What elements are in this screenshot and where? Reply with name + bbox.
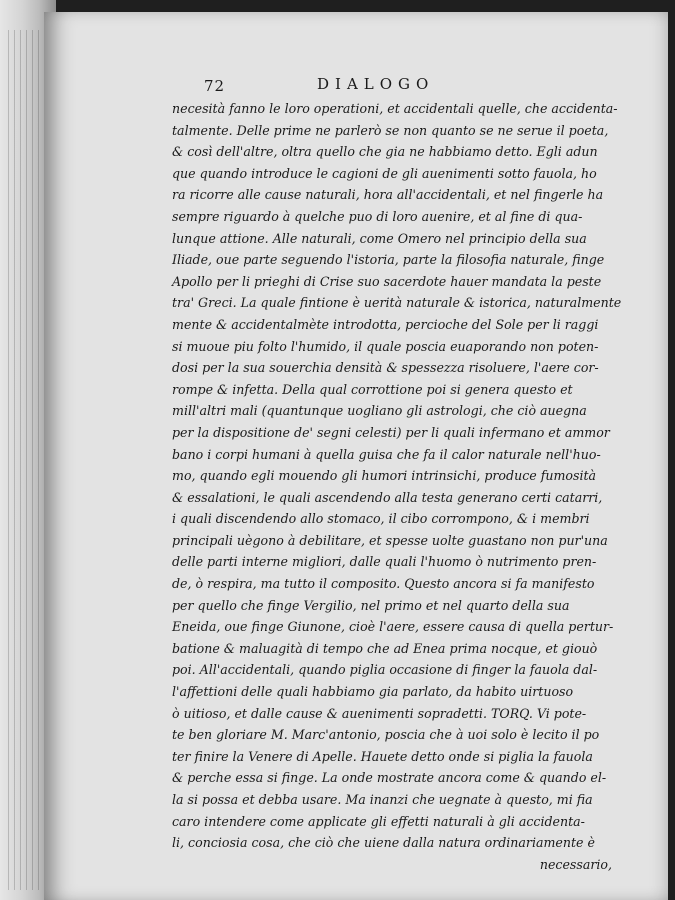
text-line: bano i corpi humani à quella guisa che fa il calor naturale nell'huo-: [172, 446, 601, 462]
text-line: poi. All'accidentali, quando piglia occasione di finger la fauola dal-: [172, 662, 598, 678]
text-line: i quali discendendo allo stomaco, il cibo corrompono, & i membri: [172, 511, 590, 527]
text-line: mo, quando egli mouendo gli humori intrinsichi, produce fumosità: [172, 468, 597, 484]
text-line: de, ò respira, ma tutto il composito. Questo ancora si fa manifesto: [172, 576, 595, 592]
book-page: [44, 12, 668, 900]
text-line: mill'altri mali (quantunque uogliano gli astrologi, che ciò auegna: [172, 403, 587, 419]
text-line: batione & maluagità di tempo che ad Enea prima nocque, et giouò: [172, 640, 598, 656]
text-block: [172, 72, 642, 875]
text-line: dosi per la sua souerchia densità & spessezza risoluere, l'aere cor-: [172, 360, 599, 376]
page-header: [172, 72, 642, 98]
text-line: mente & accidentalmète introdotta, percioche del Sole per li raggi: [172, 316, 599, 332]
text-line: sempre riguardo à quelche puo di loro auenire, et al fine di qua-: [172, 208, 583, 224]
text-line: la si possa et debba usare. Ma inanzi che uegnate à questo, mi fia: [172, 792, 593, 807]
text-line: si muoue piu folto l'humido, il quale poscia euaporando non poten-: [172, 338, 599, 354]
text-line: ter finire la Venere di Apelle. Hauete detto onde si piglia la fauola: [172, 748, 593, 764]
text-line: necessario,: [539, 856, 612, 872]
text-line: & così dell'altre, oltra quello che gia ne habbiamo detto. Egli adun: [172, 144, 598, 160]
text-line: per la dispositione de' segni celesti) per li quali infermano et ammor: [172, 424, 610, 440]
text-line: ò uitioso, et dalle cause & auenimenti sopradetti. TORQ. Vi pote-: [172, 705, 587, 721]
text-line: ra ricorre alle cause naturali, hora all'accidentali, et nel fingerle ha: [172, 187, 604, 203]
text-line: principali uègono à debilitare, et spesse uolte guastano non pur'una: [172, 532, 608, 548]
text-line: Iliade, oue parte seguendo l'istoria, parte la filosofia naturale, finge: [172, 252, 605, 268]
text-line: caro intendere come applicate gli effetti naturali à gli accidenta-: [172, 813, 585, 829]
text-line: tra' Greci. La quale fintione è uerità naturale & istorica, naturalmente: [172, 295, 622, 311]
text-line: l'affettioni delle quali habbiamo gia parlato, da habito uirtuoso: [172, 684, 574, 700]
text-line: & perche essa si finge. La onde mostrate ancora come & quando el-: [172, 770, 607, 786]
body-text: [172, 98, 642, 875]
text-line: & essalationi, le quali ascendendo alla testa generano certi catarri,: [172, 489, 603, 505]
running-head: DIALOGO: [317, 75, 435, 93]
text-line: te ben gloriare M. Marc'antonio, poscia che à uoi solo è lecito il po: [172, 727, 600, 743]
text-line: rompe & infetta. Della qual corrottione poi si genera questo et: [172, 381, 573, 397]
text-line: lunque attione. Alle naturali, come Omero nel principio della sua: [172, 230, 587, 246]
text-line: que quando introduce le cagioni de gli auenimenti sotto fauola, ho: [172, 165, 597, 181]
text-line: necesità fanno le loro operationi, et accidentali quelle, che accidenta-: [172, 101, 618, 116]
text-line: delle parti interne migliori, dalle quali l'huomo ò nutrimento pren-: [172, 554, 597, 570]
text-line: Eneida, oue finge Giunone, cioè l'aere, essere causa di quella pertur-: [172, 619, 614, 635]
text-line: Apollo per li prieghi di Crise suo sacerdote hauer mandata la peste: [172, 273, 602, 289]
text-line: per quello che finge Vergilio, nel primo et nel quarto della sua: [172, 597, 570, 613]
text-line: li, conciosia cosa, che ciò che uiene dalla natura ordinariamente è: [172, 835, 595, 851]
page-number: 72: [204, 77, 226, 95]
text-line: talmente. Delle prime ne parlerò se non quanto se ne serue il poeta,: [172, 122, 609, 138]
